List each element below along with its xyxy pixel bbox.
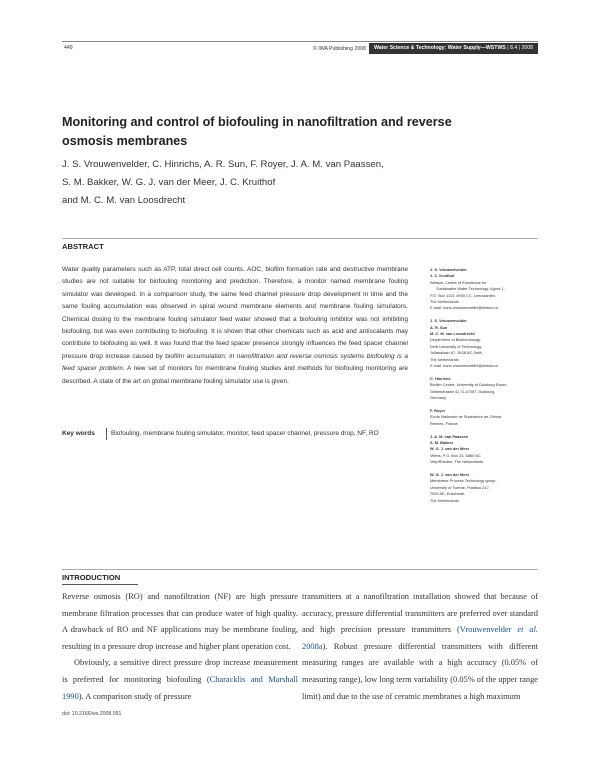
affiliation-block [430, 408, 550, 427]
journal-band: Water Science & Technology: Water Supply—WSTWS | 8.4 | 2008 [369, 43, 538, 54]
abstract-heading: ABSTRACT [62, 242, 104, 251]
affiliation-block [430, 267, 550, 312]
abstract-body: Water quality parameters such as ATP, total direct cell counts, AOC, biofilm formation rate and destructive membrane studies are not suitable for biofouling monitoring and prediction. Therefore, a monitor named membrane fouling simulator was developed. In a comparison study, the same feed channel pressure drop development in time and the same fouling accumulation was observed in spiral wound membrane elements and membrane fouling simulators. Chemical dosing to the membrane fouling simulator feed water showed that a biofouling inhibitor was not inhibiting biofouling, but was even contributing to biofouling. It is shown that other chemicals such as acid and antiscalants may contribute to biofouling as well. It was found that the feed spacer presence strongly influences the feed spacer channel pressure drop increase caused by biofilm accumulation: [62, 266, 408, 360]
affiliation-block [430, 472, 550, 504]
affiliation-line: Membrane Process Technology group, [430, 478, 497, 484]
affiliation-author: J. S. Vrouwenvelder [430, 318, 467, 324]
author-line: J. S. Vrouwenvelder, C. Hinrichs, A. R. Sun, F. Royer, J. A. M. van Paassen, [62, 159, 384, 170]
citation-link[interactable]: Characklis and Marshall 1990 [62, 674, 298, 701]
affiliation-line: The Netherlands [430, 497, 459, 503]
affiliation-line: The Netherlands [430, 356, 459, 362]
intro-column-left [62, 589, 298, 705]
introduction-rule [62, 569, 538, 570]
intro-text: Obviously, a sensitive direct pressure drop increase measurement is preferred for monitoring biofouling ( [62, 658, 298, 684]
citation-etal: et al. [517, 625, 538, 635]
affiliation-author: C. Hinrichs [430, 375, 451, 381]
citation-year: 2008a [302, 641, 323, 651]
abstract-text [62, 264, 408, 388]
affiliation-line: The Netherlands [430, 299, 459, 305]
affiliation-line: University of Twente, Postbus 217, [430, 484, 490, 490]
author-list [62, 156, 462, 210]
affiliation-line: Velp/Rheden, The Netherlands [430, 459, 484, 465]
citation-author: Vrouwenvelder [459, 625, 518, 635]
intro-paragraph [302, 589, 538, 705]
publisher-label: © IWA Publishing 2008 [312, 45, 366, 52]
keywords [62, 428, 408, 440]
affiliation-line: Vitens, P.O. Box 23, 6880 BC [430, 452, 481, 458]
affiliation-author: J. A. M. van Paassen [430, 433, 469, 439]
doi: doi: 10.2166/ws.2008.091 [62, 711, 122, 717]
affiliation-author: S. M. Bakker [430, 439, 454, 445]
affiliation-line: Department of Biotechnology, [430, 337, 481, 343]
affiliation-line: 7500 AE, Enschede, [430, 491, 466, 497]
author-line: S. M. Bakker, W. G. J. van der Meer, J. C. Kruithof [62, 177, 276, 188]
volume-issue: 8.4 [510, 45, 518, 51]
keywords-value: Biofouling, membrane fouling simulator, monitor, feed spacer channel, pressure drop, NF, RO [106, 428, 379, 440]
header-rule [62, 41, 538, 42]
affiliation-author: F. Royer [430, 407, 446, 413]
abstract-rule [62, 238, 538, 239]
keywords-label: Key words [62, 430, 95, 437]
affiliation-line: Wetsus, Centre of Excellence for [430, 279, 487, 285]
journal-name: Water Science & Technology: Water Supply—WSTWS [373, 45, 506, 51]
intro-text: ). Robust pressure differential transmitters with different measuring ranges are available with a high accuracy (0.05% of measuring range), low long term variability (0.05% of the upper range limit) and due to the use of ceramic membranes a high maximum [302, 641, 538, 701]
affiliation-block [430, 434, 550, 466]
intro-text: transmitters at a nanofiltration installation showed that because of accuracy, pressure differential transmitters are preferred over standard and high precision pressure transmitters ( [302, 592, 538, 635]
affiliation-block [430, 376, 550, 402]
affiliation-email: E-mail: hans.vrouwenvelder@wetsus.nl [430, 363, 499, 369]
affiliation-email: E-mail: hans.vrouwenvelder@wetsus.nl [430, 305, 499, 311]
affiliation-block [430, 318, 550, 369]
abstract-emphasis: in nanofiltration and reverse osmosis systems biofouling is a feed spacer problem [62, 352, 408, 373]
intro-column-right [302, 589, 538, 705]
affiliation-author: M. C. M. van Loosdrecht [430, 331, 475, 337]
affiliation-line: Delft University of Technology, [430, 343, 482, 349]
affiliation-line: Germany [430, 395, 446, 401]
introduction-heading: INTRODUCTION [62, 573, 121, 582]
page-number: 449 [64, 45, 73, 51]
affiliation-author: W. G. J. van der Meer [430, 446, 470, 452]
abstract-body-end: . A new set of monitors for membrane fouling studies and methods for biofouling monitoring are described. A state of the art on global membrane fouling simulator use is given. [62, 365, 408, 385]
affiliation-line: Geibelstrasse 41, D-47057, Duisburg, [430, 388, 496, 394]
journal-year: 2008 [521, 45, 533, 51]
intro-paragraph [62, 655, 298, 705]
article-title: Monitoring and control of biofouling in nanofiltration and reverse osmosis membranes [62, 115, 452, 148]
affiliation-line: Julianalaan 67, 2628 BC Delft, [430, 350, 483, 356]
intro-paragraph: Reverse osmosis (RO) and nanofiltration (NF) are high pressure membrane filtration processes that can produce water of high quality. A drawback of RO and NF applications may be membrane fouling, resulting in a pressure drop increase and higher plant operation cost. [62, 592, 298, 651]
affiliation-line: Sustainable Water Technology, Agora 1, [436, 286, 505, 292]
introduction-underline [62, 584, 138, 585]
affiliation-line: P.O. Box 1113, 8900 CC, Leeuwarden, [430, 292, 497, 298]
affiliation-author: W. G. J. van der Meer [430, 471, 470, 477]
affiliation-author: J. S. Vrouwenvelder [430, 267, 467, 272]
affiliation-author: J. C. Kruithof [430, 273, 455, 279]
affiliations [430, 267, 550, 510]
affiliation-line: Biofilm Centre, University of Duisburg Essen, [430, 382, 508, 388]
journal-header [313, 43, 538, 54]
affiliation-author: A. R. Sun [430, 324, 448, 330]
affiliation-line: Rennes, France [430, 420, 458, 426]
author-line: and M. C. M. van Loosdrecht [62, 195, 186, 206]
intro-text: ). A comparison study of pressure [78, 691, 192, 701]
affiliation-line: Ecole Nationale de Supérieure de Chimie, [430, 414, 503, 420]
